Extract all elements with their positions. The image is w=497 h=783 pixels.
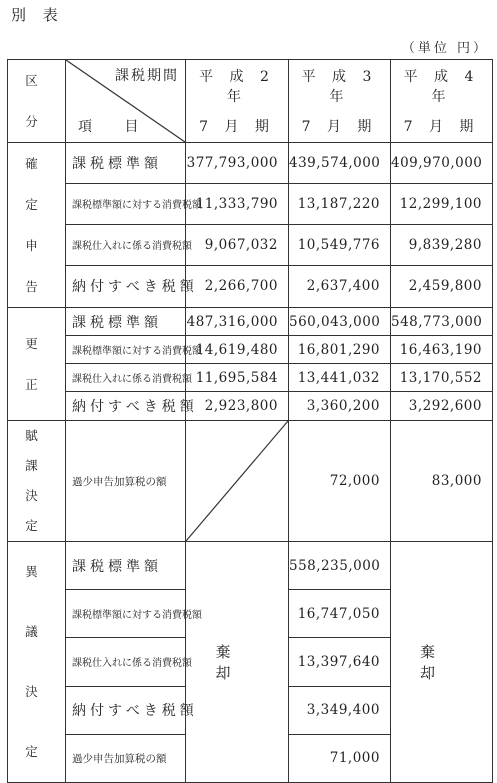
value-cell: 2,637,400 bbox=[289, 265, 391, 307]
value-cell: 9,067,032 bbox=[186, 224, 289, 265]
item-label: 課税標準額 bbox=[66, 308, 186, 336]
header-row bbox=[8, 60, 493, 143]
document-caption: 別 表 bbox=[11, 6, 64, 24]
value-cell: 10,549,776 bbox=[289, 224, 391, 265]
value-cell: 548,773,000 bbox=[391, 308, 493, 336]
value-cell: 13,397,640 bbox=[289, 638, 391, 686]
item-label: 課税仕入れに係る消費税額 bbox=[66, 364, 186, 392]
unit-label: （単位 円） bbox=[401, 41, 489, 56]
table-row bbox=[8, 183, 493, 224]
value-cell: 377,793,000 bbox=[186, 143, 289, 184]
value-cell: 14,619,480 bbox=[186, 336, 289, 364]
header-section: 区 分 bbox=[8, 60, 66, 143]
header-diagonal-cell bbox=[66, 60, 186, 143]
period-2-year: 平 成 3 年 bbox=[301, 69, 378, 105]
rejected-cell-1: 棄 却 bbox=[186, 542, 289, 783]
value-cell: 3,292,600 bbox=[391, 392, 493, 421]
value-cell: 72,000 bbox=[289, 421, 391, 542]
item-label: 過少申告加算税の額 bbox=[66, 734, 186, 782]
item-label: 課税標準額に対する消費税額 bbox=[66, 590, 186, 638]
table-row bbox=[8, 336, 493, 364]
value-cell: 16,463,190 bbox=[391, 336, 493, 364]
period-3-month: 7 月 期 bbox=[403, 119, 480, 135]
table-row bbox=[8, 224, 493, 265]
table-row bbox=[8, 364, 493, 392]
header-period-2 bbox=[289, 60, 391, 143]
value-cell: 12,299,100 bbox=[391, 183, 493, 224]
diagonal-line bbox=[186, 421, 288, 541]
period-2-month: 7 月 期 bbox=[301, 119, 378, 135]
value-cell: 3,349,400 bbox=[289, 686, 391, 734]
header-period-1 bbox=[186, 60, 289, 143]
header-item-label: 項 目 bbox=[78, 119, 153, 135]
table-row bbox=[8, 421, 493, 542]
header-period-3 bbox=[391, 60, 493, 143]
section-kakutei: 確 定 申 告 bbox=[8, 143, 66, 308]
table-row bbox=[8, 542, 493, 590]
table-row bbox=[8, 143, 493, 184]
value-cell: 16,801,290 bbox=[289, 336, 391, 364]
table-row bbox=[8, 308, 493, 336]
item-label: 課税標準額 bbox=[66, 143, 186, 184]
item-label: 納付すべき税額 bbox=[66, 265, 186, 307]
period-1-year: 平 成 2 年 bbox=[199, 69, 275, 105]
item-label: 納付すべき税額 bbox=[66, 686, 186, 734]
item-label: 納付すべき税額 bbox=[66, 392, 186, 421]
item-label: 課税仕入れに係る消費税額 bbox=[66, 224, 186, 265]
item-label: 課税標準額に対する消費税額 bbox=[66, 336, 186, 364]
value-cell: 13,441,032 bbox=[289, 364, 391, 392]
value-cell: 558,235,000 bbox=[289, 542, 391, 590]
header-period-label: 課税期間 bbox=[115, 68, 179, 84]
rejected-cell-3: 棄 却 bbox=[391, 542, 493, 783]
value-cell: 11,333,790 bbox=[186, 183, 289, 224]
value-cell: 11,695,584 bbox=[186, 364, 289, 392]
value-cell: 9,839,280 bbox=[391, 224, 493, 265]
value-cell: 13,170,552 bbox=[391, 364, 493, 392]
item-label: 過少申告加算税の額 bbox=[66, 421, 186, 542]
period-1-month: 7 月 期 bbox=[199, 119, 275, 135]
value-cell: 16,747,050 bbox=[289, 590, 391, 638]
value-cell: 487,316,000 bbox=[186, 308, 289, 336]
section-fuka: 賦 課 決 定 bbox=[8, 421, 66, 542]
value-cell: 83,000 bbox=[391, 421, 493, 542]
value-cell: 3,360,200 bbox=[289, 392, 391, 421]
value-cell: 13,187,220 bbox=[289, 183, 391, 224]
table-row bbox=[8, 265, 493, 307]
item-label: 課税標準額に対する消費税額 bbox=[66, 183, 186, 224]
value-cell: 560,043,000 bbox=[289, 308, 391, 336]
value-cell: 2,266,700 bbox=[186, 265, 289, 307]
empty-diagonal-cell bbox=[186, 421, 289, 542]
section-igi: 異 議 決 定 bbox=[8, 542, 66, 783]
item-label: 課税標準額 bbox=[66, 542, 186, 590]
period-3-year: 平 成 4 年 bbox=[403, 69, 480, 105]
value-cell: 409,970,000 bbox=[391, 143, 493, 184]
value-cell: 71,000 bbox=[289, 734, 391, 782]
item-label: 課税仕入れに係る消費税額 bbox=[66, 638, 186, 686]
table-row bbox=[8, 392, 493, 421]
section-kosei: 更 正 bbox=[8, 308, 66, 421]
tax-table bbox=[7, 59, 493, 783]
value-cell: 2,459,800 bbox=[391, 265, 493, 307]
value-cell: 439,574,000 bbox=[289, 143, 391, 184]
value-cell: 2,923,800 bbox=[186, 392, 289, 421]
